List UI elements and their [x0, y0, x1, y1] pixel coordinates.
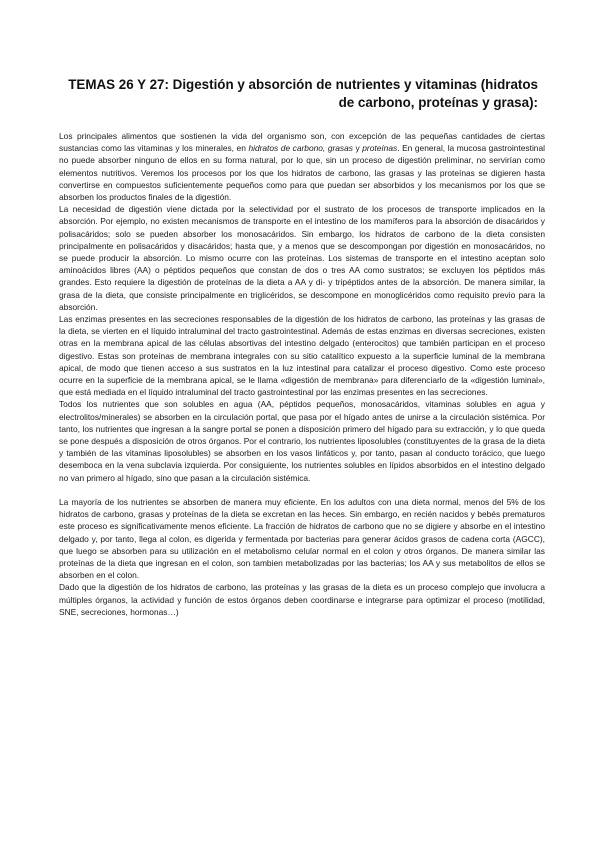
paragraph-coordination: Dado que la digestión de los hidratos de carbono, las proteínas y las grasas de la dieta es un proceso complejo que involucra a múltiples órganos, la actividad y función de estos órganos deben coordinarse e integrarse para optimizar el proceso (motilidad, SNE, secreciones, hormonas…) — [59, 582, 545, 617]
document-body — [59, 130, 545, 618]
paragraph-absorption-routes: Todos los nutrientes que son solubles en agua (AA, péptidos pequeños, monosacáridos, vitaminas solubles en agua y electrolitos/minerales) se absorben en la circulación portal, que pasa por el hígado antes de unirse a la circulación sistémica. Por tanto, los nutrientes que ingresan a la sangre portal se ponen a disposición primero del hígado para su extracción, y lo que queda se pone después a disposición de otros órganos. Por el contrario, los nutrientes liposolubles (constituyentes de la grasa de la dieta y también de las vitaminas liposolubles) se absorben en los vasos linfáticos y, por tanto, pasan al conducto torácico, que luego desemboca en la vena subclavia izquierda. Por consiguiente, los nutrientes solubles en lípidos absorbidos en el intestino delgado no van primero al hígado, sino que pasan a la circulación sistémica. — [59, 399, 545, 483]
paragraph-spacer — [59, 484, 545, 496]
paragraph-enzymes: Las enzimas presentes en las secreciones responsables de la digestión de los hidratos de carbono, las proteínas y las grasas de la dieta, se vierten en el líquido intraluminal del tracto gastrointestinal. Además de estas enzimas en diversas secreciones, existen otras en la membrana apical de las células absortivas del intestino delgado (enterocitos) que también participan en el proceso digestivo. Estas son proteínas de membrana integrales con su sitio catalítico expuesto a la superficie luminal de la membrana apical, de modo que tienen acceso a sus sustratos en la luz intestinal para catalizar el proceso digestivo. Como este proceso ocurre en la superficie de la membrana apical, se le llama «digestión de membrana» para diferenciarlo de la «digestión luminal», que está mediada en el líquido intraluminal del tracto gastrointestinal por las enzimas presentes en las secreciones. — [59, 314, 545, 398]
paragraph-intro-text-2: y — [352, 143, 363, 154]
paragraph-efficiency: La mayoría de los nutrientes se absorben de manera muy eficiente. En los adultos con una dieta normal, menos del 5% de los hidratos de carbono, grasas y proteínas de la dieta se excretan en las heces. Sin embargo, en recién nacidos y bebés prematuros este proceso es significativamente menos eficiente. La fracción de hidratos de carbono que no se digiere y absorbe en el intestino delgado y, por tanto, llega al colon, es digerida y fermentada por bacterias para generar ácidos grasos de cadena corta (AGCC), que luego se absorben para su utilización en el metabolismo celular normal en el colon y otros órganos. De manera similar las proteínas de la dieta que ingresan en el colon, son tambien metabolizadas por las bacterias; los AA y sus metabolitos de ellos se absorben en el colon. — [59, 496, 545, 581]
paragraph-intro — [59, 130, 545, 203]
document-title: TEMAS 26 Y 27: Digestión y absorción de nutrientes y vitaminas (hidratos de carbono, proteínas y grasa): — [68, 77, 538, 110]
paragraph-intro-text-1: Los principales alimentos que sostienen la vida del organismo son, con excepción de las pequeñas cantidades de ciertas sustancias como las vitaminas y los minerales, en — [59, 131, 545, 154]
paragraph-digestion-need: La necesidad de digestión viene dictada por la selectividad por el sustrato de los procesos de transporte implicados en la absorción. Por ejemplo, no existen mecanismos de transporte en el intestino de los mamíferos para la absorción de disacáridos y polisacáridos; solo se pueden absorber los monosacáridos. Sin embargo, los hidratos de carbono de la dieta consisten principalmente en polisacáridos y disacáridos; hasta que, y a menos que se descompongan por digestión en monosacáridos, no se puede producir la absorción. Lo mismo ocurre con las proteínas. Los sistemas de transporte en el intestino aceptan solo aminoácidos libres (AA) o péptidos pequeños que constan de dos o tres AA como sustratos; se excluyen los péptidos más grandes. Esto requiere la digestión de proteínas de la dieta a AA y di- y tripéptidos antes de la absorción. De manera similar, la grasa de la dieta, que consiste principalmente en triglicéridos, se descompone en monoglicéridos como requisito previo para la absorción. — [59, 204, 545, 312]
paragraph-intro-italic-2: proteínas — [362, 143, 398, 154]
paragraph-intro-italic-1: hidratos de carbono, grasas — [248, 143, 353, 154]
paragraph-intro-text-3: . En general, la mucosa gastrointestinal no puede absorber ninguno de ellos en su forma natural, por lo que, sin un proceso de digestión preliminar, no servirían como elementos nutritivos. Veremos los procesos por los que los hidratos de carbono, las grasas y las proteínas se digieren hasta convertirse en compuestos suficientemente pequeños como para que puedan ser absorbidos y los mecanismos por los que se absorben los productos finales de la digestión. — [59, 143, 545, 203]
